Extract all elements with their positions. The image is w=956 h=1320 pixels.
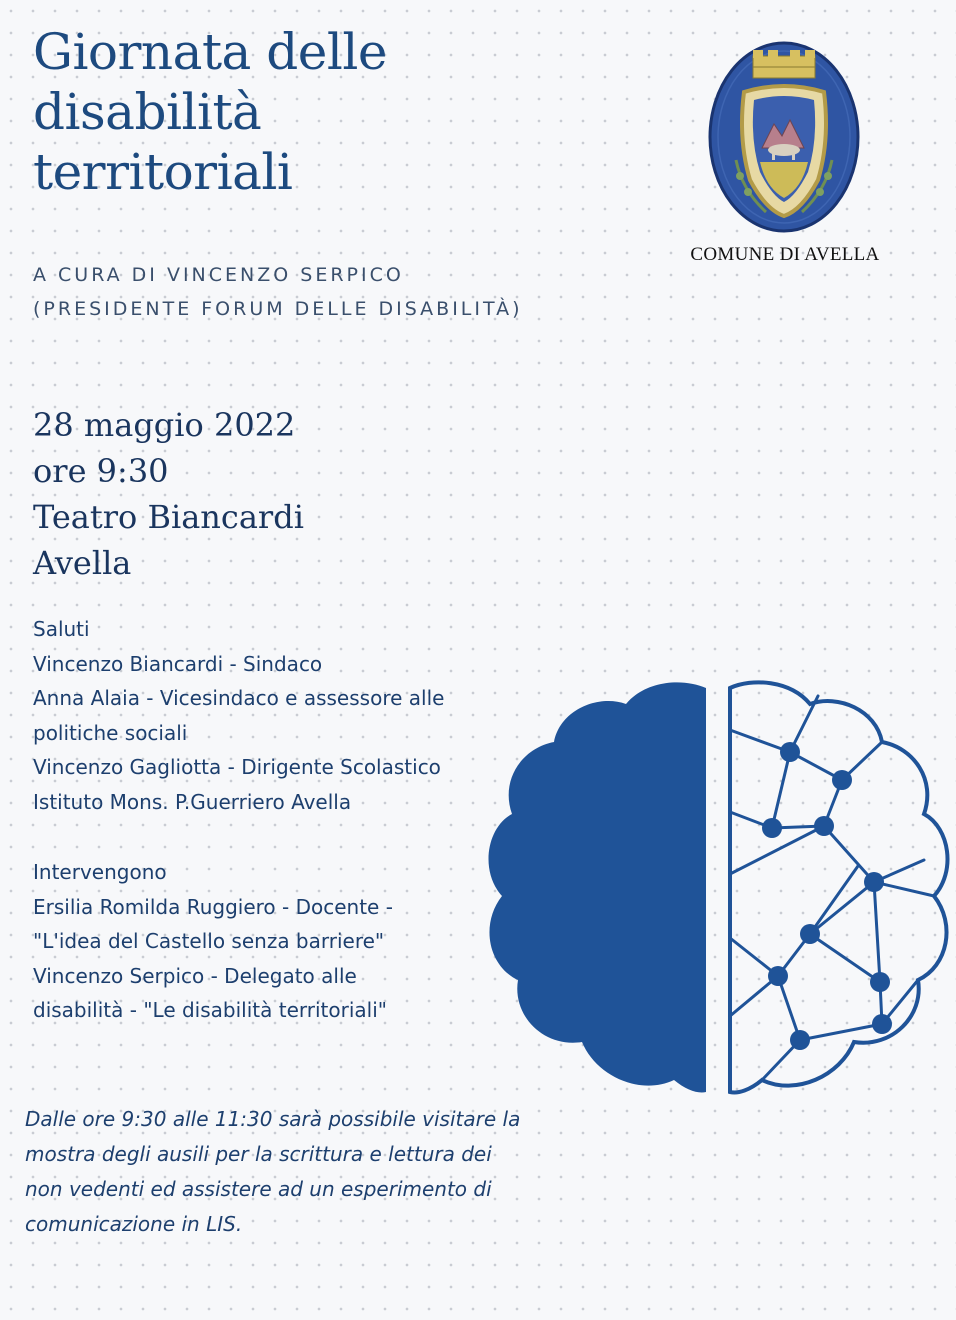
event-time: ore 9:30 — [33, 452, 169, 490]
title-line: territoriali — [33, 143, 293, 201]
event-city: Avella — [33, 544, 132, 582]
curator-line: (PRESIDENTE FORUM DELLE DISABILITÀ) — [33, 298, 523, 320]
speakers-line: disabilità - "Le disabilità territoriali" — [33, 998, 387, 1023]
speakers-section — [33, 855, 393, 1028]
speakers-line: "L'idea del Castello senza barriere" — [33, 929, 385, 954]
event-date: 28 maggio 2022 — [33, 406, 296, 444]
title-line: Giornata delle — [33, 23, 387, 81]
greetings-line: politiche sociali — [33, 720, 188, 745]
note-line: comunicazione in LIS. — [25, 1212, 243, 1236]
exhibition-note — [25, 1102, 585, 1242]
greetings-line: Vincenzo Gagliotta - Dirigente Scolastico — [33, 755, 441, 780]
speakers-line: Intervengono — [33, 860, 167, 884]
greetings-line: Vincenzo Biancardi - Sindaco — [33, 651, 323, 676]
event-details — [33, 402, 304, 586]
greetings-line: Saluti — [33, 617, 90, 641]
municipality-label: COMUNE DI AVELLA — [690, 244, 880, 265]
poster-title — [33, 22, 553, 202]
greetings-section — [33, 612, 444, 820]
greetings-line: Istituto Mons. P.Guerriero Avella — [33, 789, 352, 814]
note-line: non vedenti ed assistere ad un esperimento di — [25, 1177, 492, 1201]
curator-credit — [33, 258, 523, 326]
note-line: mostra degli ausili per la scrittura e lettura dei — [25, 1142, 492, 1166]
note-line: Dalle ore 9:30 alle 11:30 sarà possibile visitare la — [25, 1107, 521, 1131]
coat-of-arms-icon — [706, 40, 862, 234]
brain-network-icon — [478, 676, 956, 1106]
speakers-line: Vincenzo Serpico - Delegato alle — [33, 963, 357, 988]
curator-line: A CURA DI VINCENZO SERPICO — [33, 264, 404, 286]
speakers-line: Ersilia Romilda Ruggiero - Docente - — [33, 894, 393, 919]
event-venue: Teatro Biancardi — [33, 498, 304, 536]
title-line: disabilità — [33, 83, 262, 141]
greetings-line: Anna Alaia - Vicesindaco e assessore alle — [33, 686, 445, 711]
